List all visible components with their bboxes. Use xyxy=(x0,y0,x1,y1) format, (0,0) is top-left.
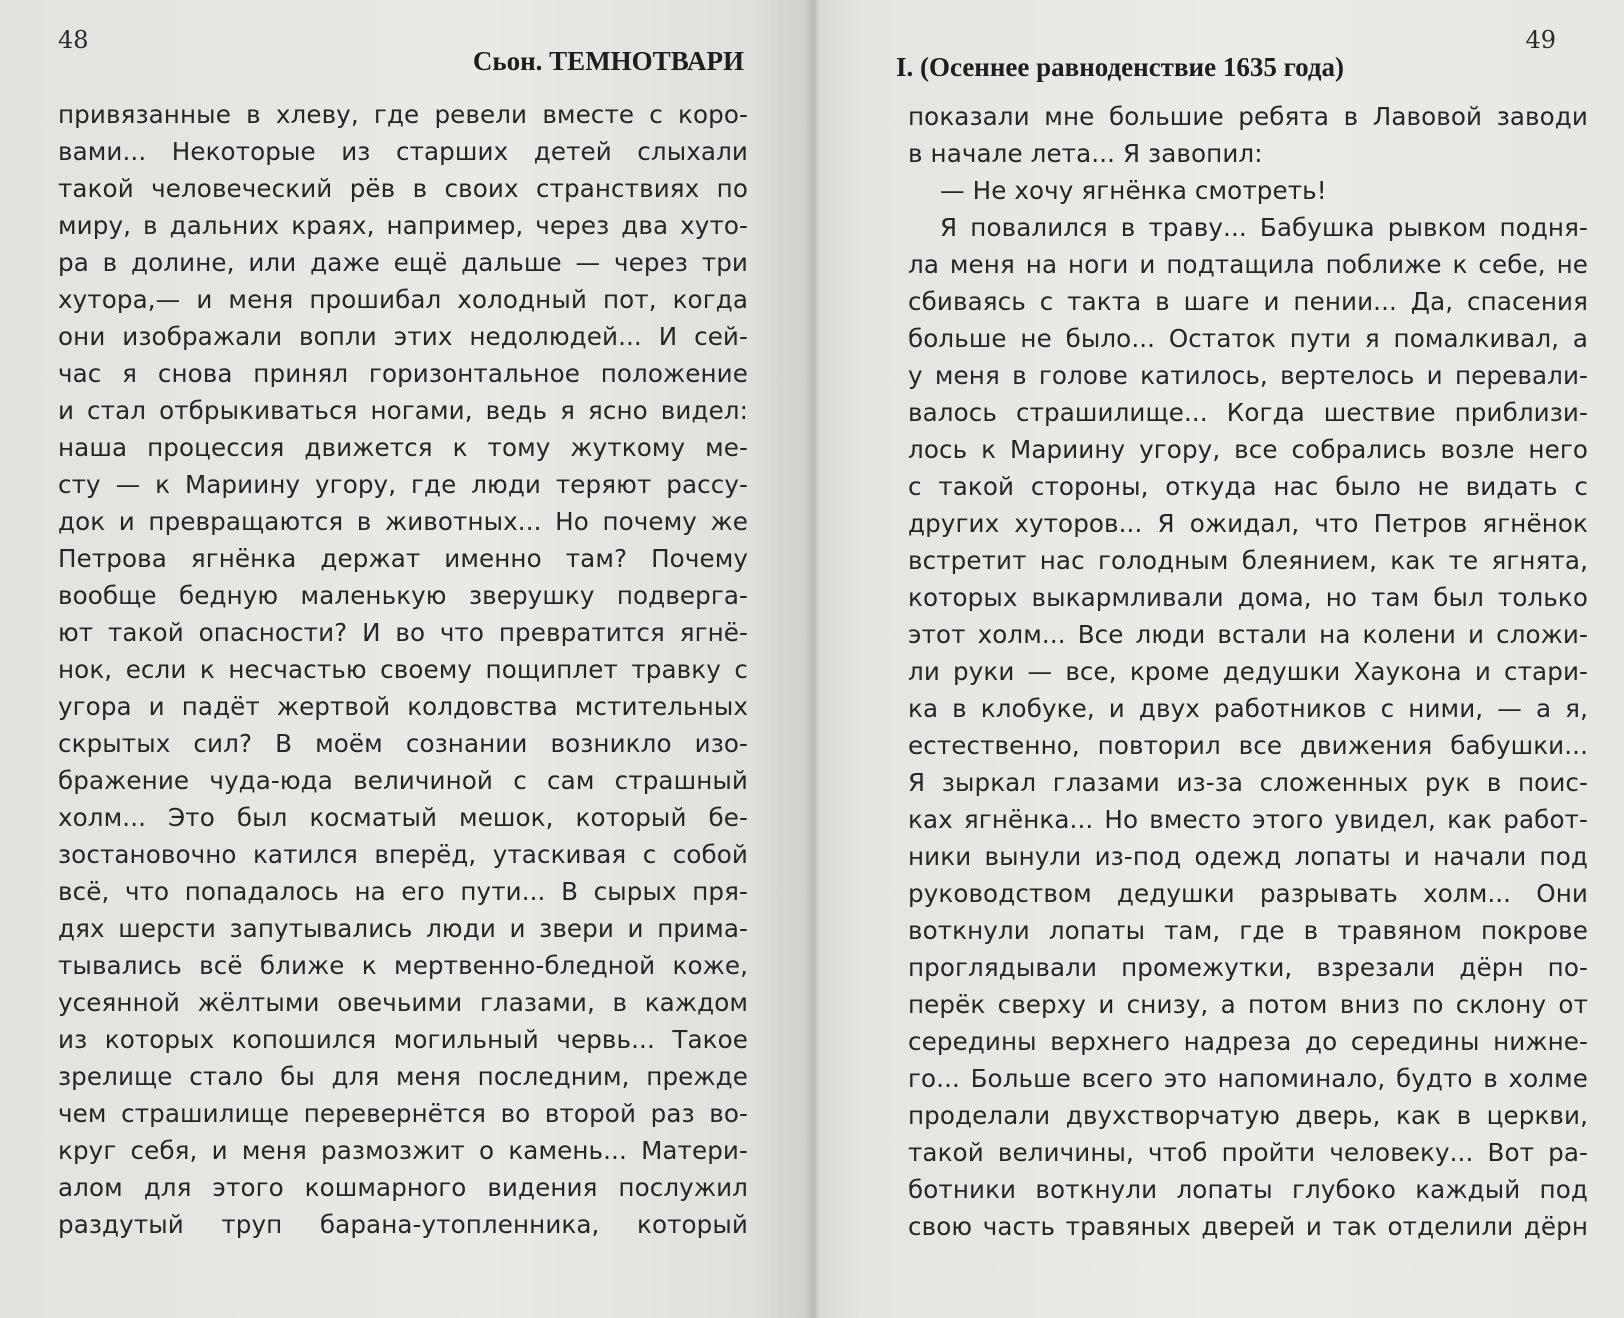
text-line: тывались всё ближе к мертвенно-бледной коже, xyxy=(58,951,748,980)
text-line: раздутый труп барана-утопленника, который xyxy=(58,1210,748,1239)
text-line: валось страшилище... Когда шествие приблизи- xyxy=(908,398,1588,427)
text-line: Петрова ягнёнка держат именно там? Почему xyxy=(58,544,748,573)
text-line: проглядывали промежутки, взрезали дёрн по- xyxy=(908,953,1588,982)
text-line: Я зыркал глазами из-за сложенных рук в поис- xyxy=(908,768,1588,797)
text-line: встретит нас голодным блеянием, как те ягнята, xyxy=(908,546,1588,575)
text-line: руководством дедушки разрывать холм... Они xyxy=(908,879,1588,908)
text-line: вообще бедную маленькую зверушку подверга- xyxy=(58,581,748,610)
text-line: у меня в голове катилось, вертелось и перевали- xyxy=(908,361,1588,390)
text-line: из которых копошился могильный червь... Такое xyxy=(58,1025,748,1054)
text-line: зостановочно катился вперёд, утаскивая с собой xyxy=(58,840,748,869)
text-line: ботники воткнули лопаты глубоко каждый под xyxy=(908,1175,1588,1204)
text-line: зрелище стало бы для меня последним, прежде xyxy=(58,1062,748,1091)
text-line: ют такой опасности? И во что превратится ягнё- xyxy=(58,618,748,647)
text-line: естественно, повторил все движения бабушки... xyxy=(908,731,1588,760)
text-line: усеянной жёлтыми овечьими глазами, в каждом xyxy=(58,988,748,1017)
text-line: они изображали вопли этих недолюдей... И сей- xyxy=(58,322,748,351)
body-text-right xyxy=(908,98,1588,1245)
text-line: дях шерсти запутывались люди и звери и прима- xyxy=(58,914,748,943)
running-head-left: Сьон. ТЕМНОТВАРИ xyxy=(472,46,744,76)
text-line: сбиваясь с такта в шаге и пении... Да, спасения xyxy=(908,287,1588,316)
text-line: ли руки — все, кроме дедушки Хаукона и стари- xyxy=(908,657,1588,686)
page-number-left: 48 xyxy=(58,26,89,54)
text-line: проделали двухстворчатую дверь, как в церкви, xyxy=(908,1101,1588,1130)
text-line: и стал отбрыкиваться ногами, ведь я ясно видел: xyxy=(58,396,748,425)
text-line: Я повалился в траву... Бабушка рывком подня- xyxy=(940,213,1588,242)
text-line: ках ягнёнка... Но вместо этого увидел, как работ- xyxy=(908,805,1588,834)
book-gutter-shadow xyxy=(806,0,820,1318)
text-line: ра в долине, или даже ещё дальше — через три xyxy=(58,248,748,277)
text-line: нок, если к несчастью своему пощиплет травку с xyxy=(58,655,748,684)
text-line: алом для этого кошмарного видения послужил xyxy=(58,1173,748,1202)
page-number-right: 49 xyxy=(1525,26,1556,54)
text-line: привязанные в хлеву, где ревели вместе с коро- xyxy=(58,100,748,129)
text-line: вами... Некоторые из старших детей слыхали xyxy=(58,137,748,166)
text-line: больше не было... Остаток пути я помалкивал, а xyxy=(908,324,1588,353)
text-line: лось к Мариину угору, все собрались возле него xyxy=(908,435,1588,464)
text-line: в начале лета... Я завопил: xyxy=(908,139,1263,168)
text-line: перёк сверху и снизу, а потом вниз по склону от xyxy=(908,990,1588,1019)
text-line: этот холм... Все люди встали на колени и сложи- xyxy=(908,620,1588,649)
text-line: хутора,— и меня прошибал холодный пот, когда xyxy=(58,285,748,314)
text-line: воткнули лопаты там, где в травяном покрове xyxy=(908,916,1588,945)
text-line: холм... Это был косматый мешок, который бе- xyxy=(58,803,748,832)
text-line: угора и падёт жертвой колдовства мстительных xyxy=(58,692,748,721)
text-line: всё, что попадалось на его пути... В сырых пря- xyxy=(58,877,748,906)
text-line: бражение чуда-юда величиной с сам страшный xyxy=(58,766,748,795)
text-line: го... Больше всего это напоминало, будто в холме xyxy=(908,1064,1588,1093)
text-line: сту — к Мариину угору, где люди теряют рассу- xyxy=(58,470,748,499)
text-line: ка в клобуке, и двух работников с ними, — а я, xyxy=(908,694,1588,723)
text-line: ники вынули из-под одежд лопаты и начали под xyxy=(908,842,1588,871)
text-line: других хуторов... Я ожидал, что Петров ягнёнок xyxy=(908,509,1588,538)
text-line: — Не хочу ягнёнка смотреть! xyxy=(940,176,1327,205)
text-line: круг себя, и меня размозжит о камень... Матери- xyxy=(58,1136,748,1165)
text-line: с такой стороны, откуда нас было не видать с xyxy=(908,472,1588,501)
text-line: такой величины, чтоб пройти человеку... Вот ра- xyxy=(908,1138,1588,1167)
text-line: середины верхнего надреза до середины нижне- xyxy=(908,1027,1588,1056)
text-line: ла меня на ноги и подтащила поближе к себе, не xyxy=(908,250,1588,279)
text-line: скрытых сил? В моём сознании возникло изо- xyxy=(58,729,748,758)
right-page xyxy=(812,0,1624,1318)
text-line: миру, в дальних краях, например, через два хуто- xyxy=(58,211,748,240)
text-line: свою часть травяных дверей и так отделили дёрн xyxy=(908,1212,1588,1241)
running-head-right: I. (Осеннее равноденствие 1635 года) xyxy=(896,52,1345,82)
text-line: которых выкармливали дома, но там был только xyxy=(908,583,1588,612)
text-line: док и превращаются в животных... Но почему же xyxy=(58,507,748,536)
text-line: час я снова принял горизонтальное положение xyxy=(58,359,748,388)
text-line: такой человеческий рёв в своих странствиях по xyxy=(58,174,748,203)
body-text-left xyxy=(58,96,748,1243)
text-line: показали мне большие ребята в Лавовой заводи xyxy=(908,102,1588,131)
text-line: наша процессия движется к тому жуткому ме- xyxy=(58,433,748,462)
text-line: чем страшилище перевернётся во второй раз во- xyxy=(58,1099,748,1128)
